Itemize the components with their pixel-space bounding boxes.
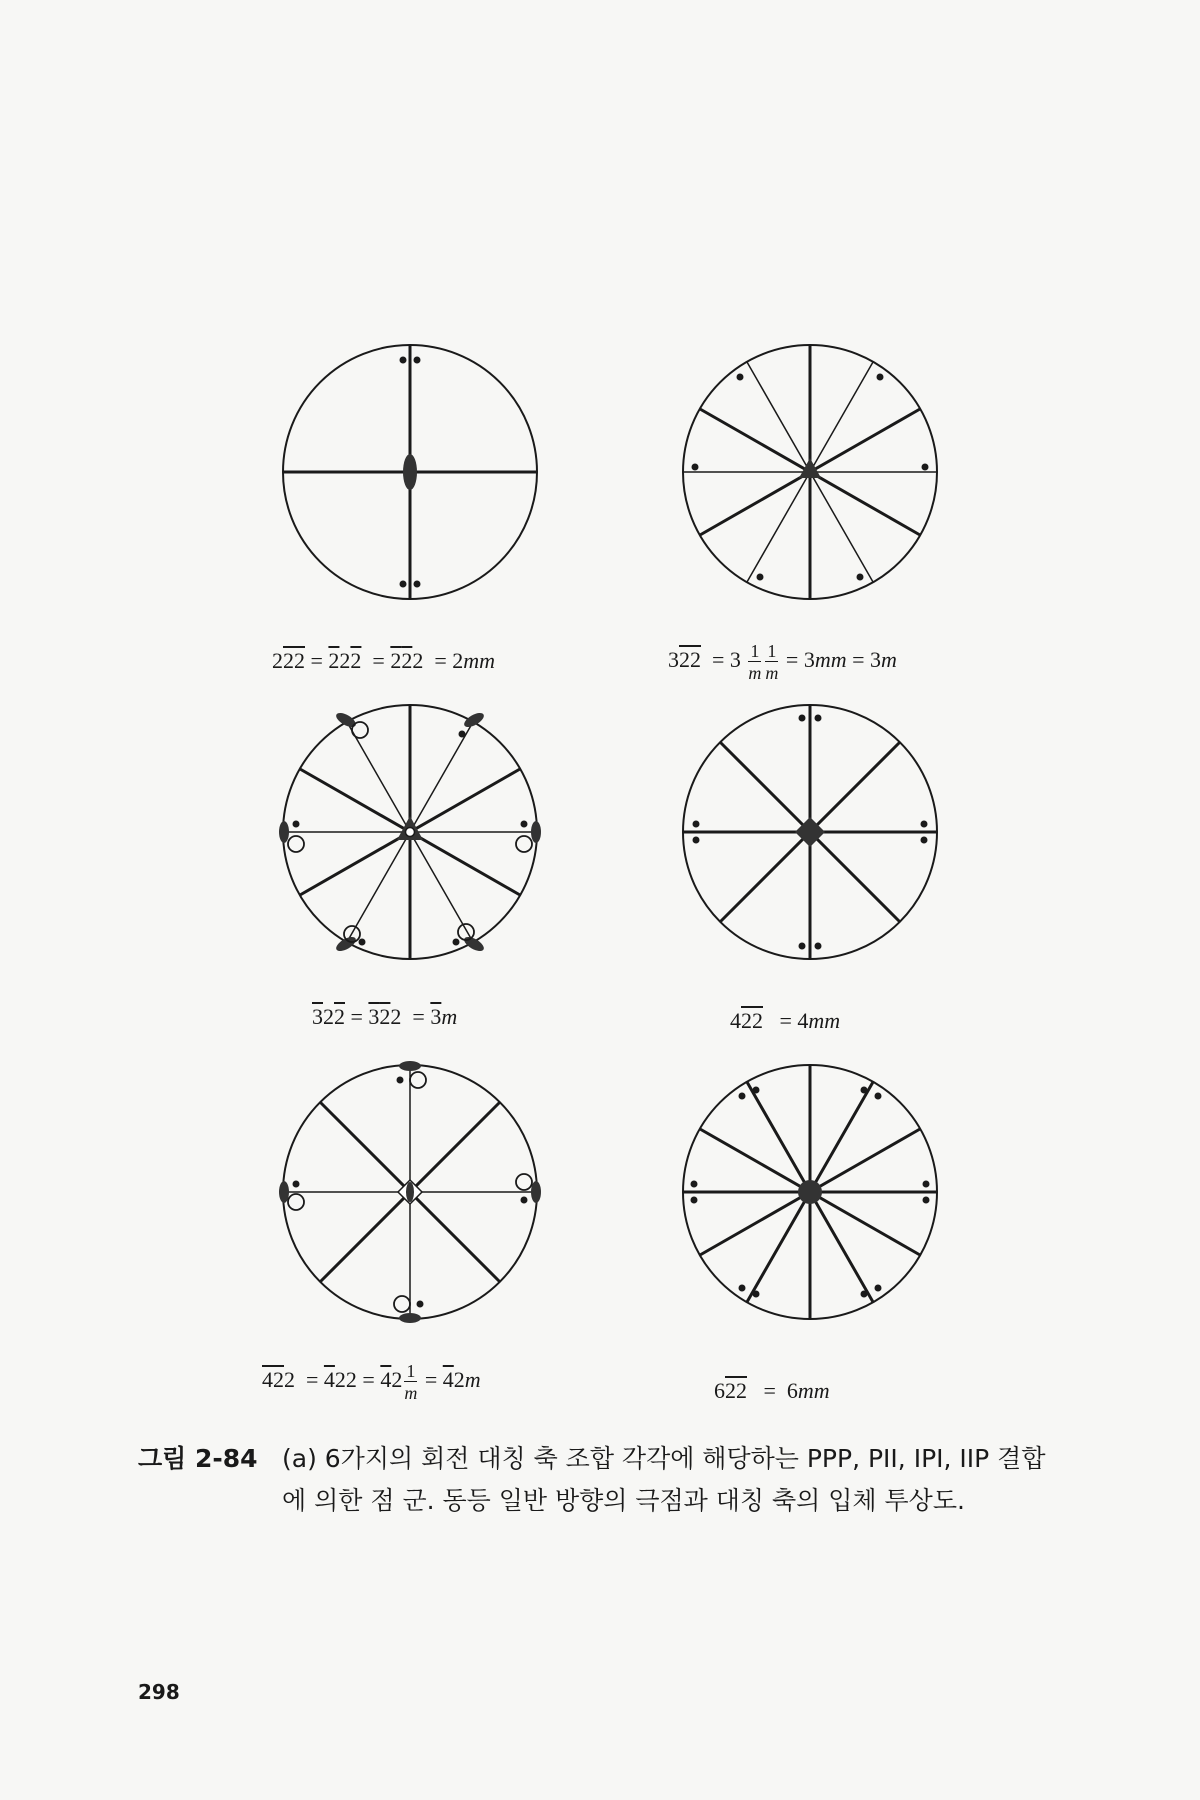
page-number: 298	[138, 1680, 180, 1704]
figure-number: 그림 2-84	[138, 1444, 258, 1473]
stereogram-2mm	[280, 342, 540, 602]
label-3m: 322 = 3 $\frac{1}{m}$ $\frac{1}{m}$ = 3mm = 3m	[668, 641, 897, 683]
label-bar42m: 422 = 422 = 42 $\frac{1}{m}$ = 42m	[262, 1361, 481, 1403]
label-2mm: 222 = 222 = 222 = 2mm	[272, 648, 496, 673]
label-6mm: 622 = 6mm	[714, 1378, 830, 1403]
figure-caption-text: (a) 6가지의 회전 대칭 축 조합 각각에 해당하는 PPP, PII, IPI, IIP 결합에 의한 점 군. 동등 일반 방향의 극점과 대칭 축의 입체 투상도.	[282, 1444, 1046, 1515]
stereogram-6mm	[680, 1062, 940, 1322]
stereogram-bar42m	[280, 1062, 540, 1322]
label-4mm: 422 = 4mm	[730, 1008, 841, 1033]
stereogram-4mm	[680, 702, 940, 962]
label-bar3m: 322 = 322 = 3m	[312, 1004, 458, 1029]
stereogram-bar3m	[280, 702, 540, 962]
stereogram-3m	[680, 342, 940, 602]
